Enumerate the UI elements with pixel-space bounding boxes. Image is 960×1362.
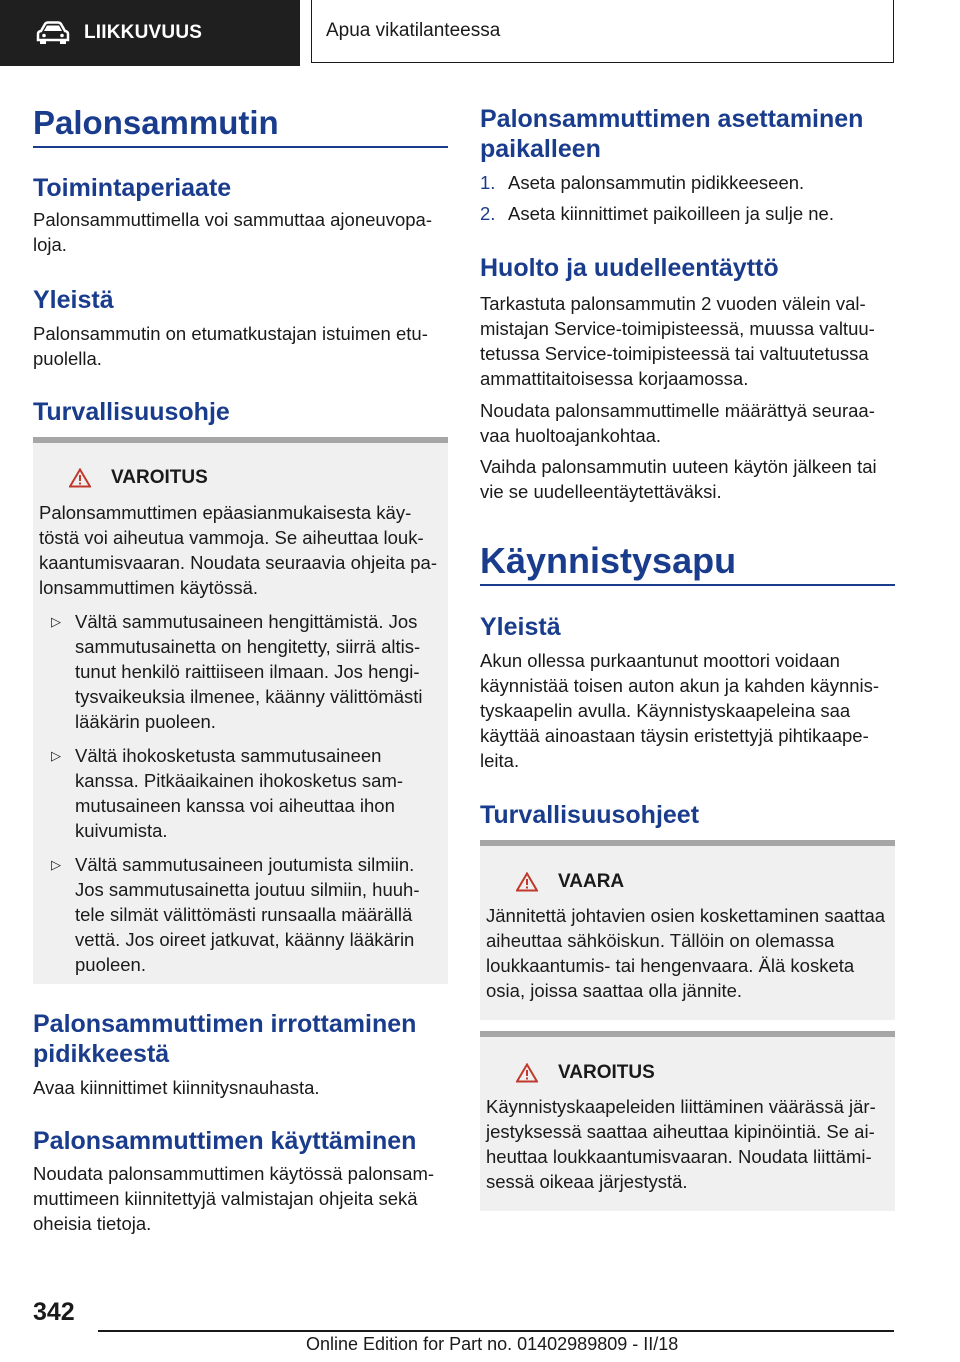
heading-yleista: Yleistä [33, 286, 114, 314]
danger-header [516, 871, 624, 893]
section-tab [0, 0, 300, 66]
warning-header [69, 467, 208, 489]
heading-kayttaminen: Palonsammuttimen käyttäminen [33, 1127, 417, 1155]
step-text: Aseta palonsammutin pidikkeeseen. [508, 172, 805, 193]
paragraph-huolto-2: Noudata palonsammuttimelle määrättyä seuraavaa huoltoajankohtaa. [480, 400, 875, 446]
bullet-icon: ▷ [51, 614, 61, 629]
paragraph-kayttaminen: Noudata palonsammuttimen käytössä palonsammuttimeen kiinnitettyjä valmistajan ohjeita sekä oheisia tietoja. [33, 1163, 435, 1234]
danger-box [480, 840, 895, 1020]
paragraph-huolto-3: Vaihda palonsammutin uuteen käytön jälkeen tai vie se uudelleentäytettäväksi. [480, 456, 877, 502]
paragraph-yleista-2: Akun ollessa purkaantunut moottori voidaan käynnistää toisen auton akun ja kahden käynnistyskaapelin avulla. Käynnistyskaapeleina saa käyttää ainoastaan täysin eristettyjä pihtikaapeleita. [480, 650, 880, 771]
heading-yleista-2: Yleistä [480, 613, 561, 641]
warning-triangle-icon [69, 468, 91, 488]
danger-text: Jännitettä johtavien osien koskettaminen saattaa aiheuttaa sähköiskun. Tällöin on olemassa loukkaantumis- tai hengenvaara. Älä kosketa osia, joissa saattaa olla jännite. [486, 905, 886, 1001]
paragraph-yleista: Palonsammutin on etumatkustajan istuimen etupuolella. [33, 323, 428, 369]
warning-item: Vältä sammutusaineen joutumista silmiin. Jos sammutusainetta joutuu silmiin, huuhtele silmät välittömästi runsaalla määrällä vettä. Jos oireet jatkuvat, käänny lääkärin puoleen. [75, 854, 420, 975]
step-item [480, 170, 804, 195]
heading-toimintaperiaate: Toimintaperiaate [33, 174, 232, 202]
warning-text: Palonsammuttimen epäasianmukaisesta käytöstä voi aiheutua vammoja. Se aiheuttaa loukkaantumisvaaran. Noudata seuraavia ohjeita palonsammuttimen käytössä. [39, 502, 438, 598]
warning-triangle-icon [516, 1063, 538, 1083]
paragraph-irrottaminen: Avaa kiinnittimet kiinnitysnauhasta. [33, 1077, 320, 1098]
paragraph-toimintaperiaate: Palonsammuttimella voi sammuttaa ajoneuvopaloja. [33, 209, 432, 255]
edition-footer: Online Edition for Part no. 01402989809 - II/18 [306, 1334, 679, 1354]
section-label: LIIKKUVUUS [84, 22, 203, 43]
warning-triangle-icon [516, 872, 538, 892]
chapter-label: Apua vikatilanteessa [326, 20, 501, 41]
warning-box-2 [480, 1031, 895, 1211]
warning-box [33, 437, 448, 984]
step-text: Aseta kiinnittimet paikoilleen ja sulje ne. [508, 203, 834, 224]
warning-header [516, 1062, 655, 1084]
title-rule [33, 146, 448, 148]
warning-item: Vältä sammutusaineen hengittämistä. Jos sammutusainetta on hengitetty, siirrä altistunut henkilö raittiiseen ilmaan. Jos hengitysvaikeuksia ilmenee, käänny välittömästi lääkärin puoleen. [75, 611, 423, 732]
warning-label: VAROITUS [558, 1062, 655, 1083]
danger-label: VAARA [558, 871, 625, 892]
car-icon [36, 21, 70, 45]
footer-rule [98, 1330, 894, 1332]
chapter-tab [311, 0, 894, 63]
bullet-icon: ▷ [51, 748, 61, 763]
heading-turvallisuusohje: Turvallisuusohje [33, 398, 230, 426]
heading-irrottaminen: Palonsammuttimen irrottaminen pidikkeestä [33, 1010, 417, 1068]
warning-label: VAROITUS [111, 467, 208, 488]
paragraph-huolto-1: Tarkastuta palonsammutin 2 vuoden välein valmistajan Service-toimipisteessä, muussa valtuutetussa Service-toimipisteessä tai valtuutetussa ammattitaitoisessa korjaamossa. [480, 293, 875, 389]
step-number: 1. [480, 172, 496, 193]
warning-text: Käynnistyskaapeleiden liittäminen väärässä järjestyksessä saattaa aiheuttaa kipinöintiä. Se aiheuttaa loukkaantumisvaaran. Noudata liittämisessä oikeaa järjestystä. [486, 1096, 876, 1192]
page-number: 342 [33, 1298, 75, 1326]
warning-item: Vältä ihokosketusta sammutusaineen kanssa. Pitkäaikainen ihokosketus sammutusaineen kanssa voi aiheuttaa ihon kuivumista. [75, 745, 404, 841]
heading-turvallisuusohjeet: Turvallisuusohjeet [480, 801, 700, 829]
step-item [480, 201, 834, 226]
section-title-kaynnistysapu: Käynnistysapu [480, 540, 737, 581]
step-number: 2. [480, 203, 496, 224]
title-rule [480, 584, 895, 586]
heading-huolto: Huolto ja uudelleentäyttö [480, 254, 779, 282]
bullet-icon: ▷ [51, 857, 61, 872]
heading-asettaminen: Palonsammuttimen asettaminen paikalleen [480, 105, 864, 163]
page-title: Palonsammutin [33, 104, 279, 141]
